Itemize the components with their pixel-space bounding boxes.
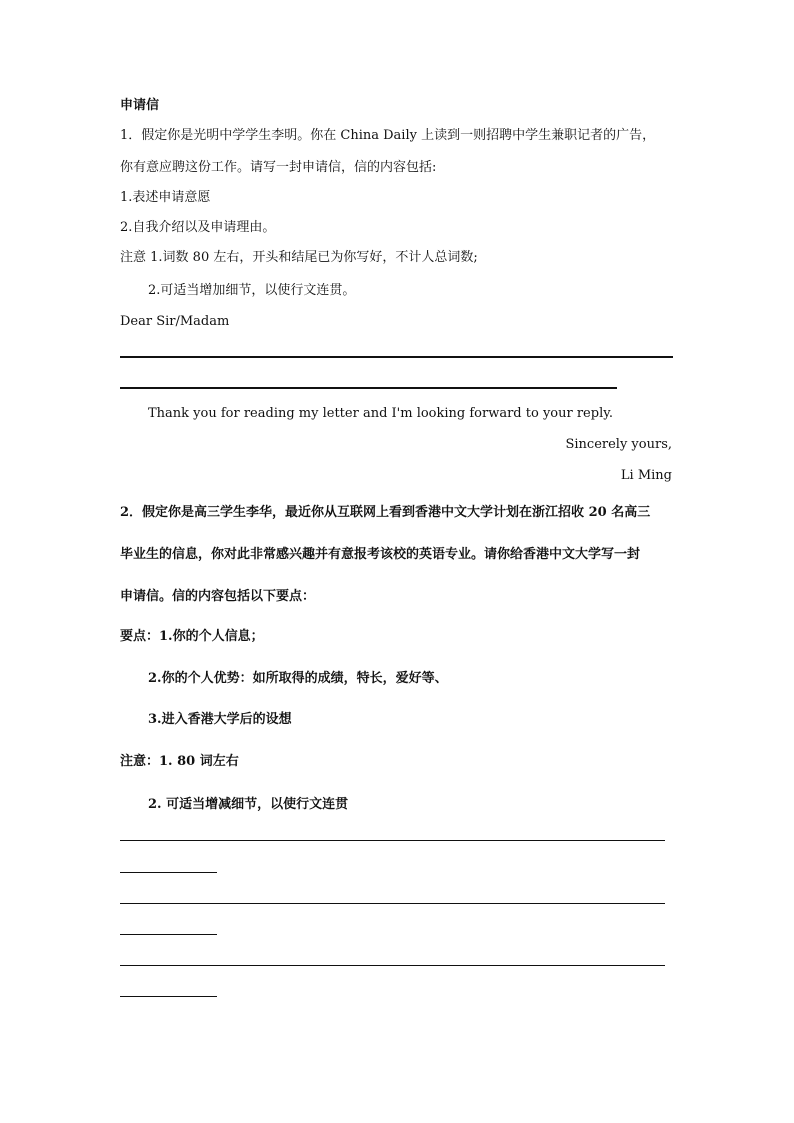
q2-note-1: 注意：1. 80 词左右 [120, 754, 239, 769]
q1-note-2: 2.可适当增加细节，以使行文连贯。 [148, 283, 356, 298]
q2-prompt-line-1: 2．假定你是高三学生李华，最近你从互联网上看到香港中文大学计划在浙江招收 20 名高三 [120, 505, 651, 520]
q1-note-1: 注意 1.词数 80 左右，开头和结尾已为你写好，不计人总词数; [120, 250, 478, 265]
q1-sign-off: Sincerely yours, [565, 437, 672, 452]
q2-answer-line [120, 996, 217, 997]
q2-answer-line [120, 903, 665, 904]
q1-signature: Li Ming [620, 468, 672, 483]
q2-point-3: 3.进入香港大学后的设想 [148, 712, 292, 727]
q2-prompt-line-3: 申请信。信的内容包括以下要点： [120, 589, 316, 604]
q1-closing-sentence: Thank you for reading my letter and I'm looking forward to your reply. [148, 406, 613, 421]
q1-prompt-line-2: 你有意应聘这份工作。请写一封申请信，信的内容包括: [120, 160, 437, 175]
q2-note-2: 2. 可适当增减细节，以使行文连贯 [148, 797, 349, 812]
q1-answer-line [120, 387, 617, 389]
q1-point-1: 1.表述申请意愿 [120, 190, 211, 205]
q2-point-2: 2.你的个人优势：如所取得的成绩，特长，爱好等、 [148, 671, 448, 686]
q1-salutation: Dear Sir/Madam [120, 314, 230, 329]
q2-prompt-line-2: 毕业生的信息，你对此非常感兴趣并有意报考该校的英语专业。请你给香港中文大学写一封 [120, 547, 641, 562]
q1-answer-line [120, 356, 673, 358]
q1-prompt-line-1: 1．假定你是光明中学学生李明。你在 China Daily 上读到一则招聘中学生兼职记者的广告， [120, 128, 656, 143]
q2-answer-line [120, 840, 665, 841]
q2-answer-line [120, 965, 665, 966]
q2-point-1: 要点：1.你的个人信息； [120, 629, 264, 644]
document-title: 申请信 [120, 98, 160, 113]
q2-answer-line [120, 872, 217, 873]
q1-point-2: 2.自我介绍以及申请理由。 [120, 220, 276, 235]
q2-answer-line [120, 934, 217, 935]
